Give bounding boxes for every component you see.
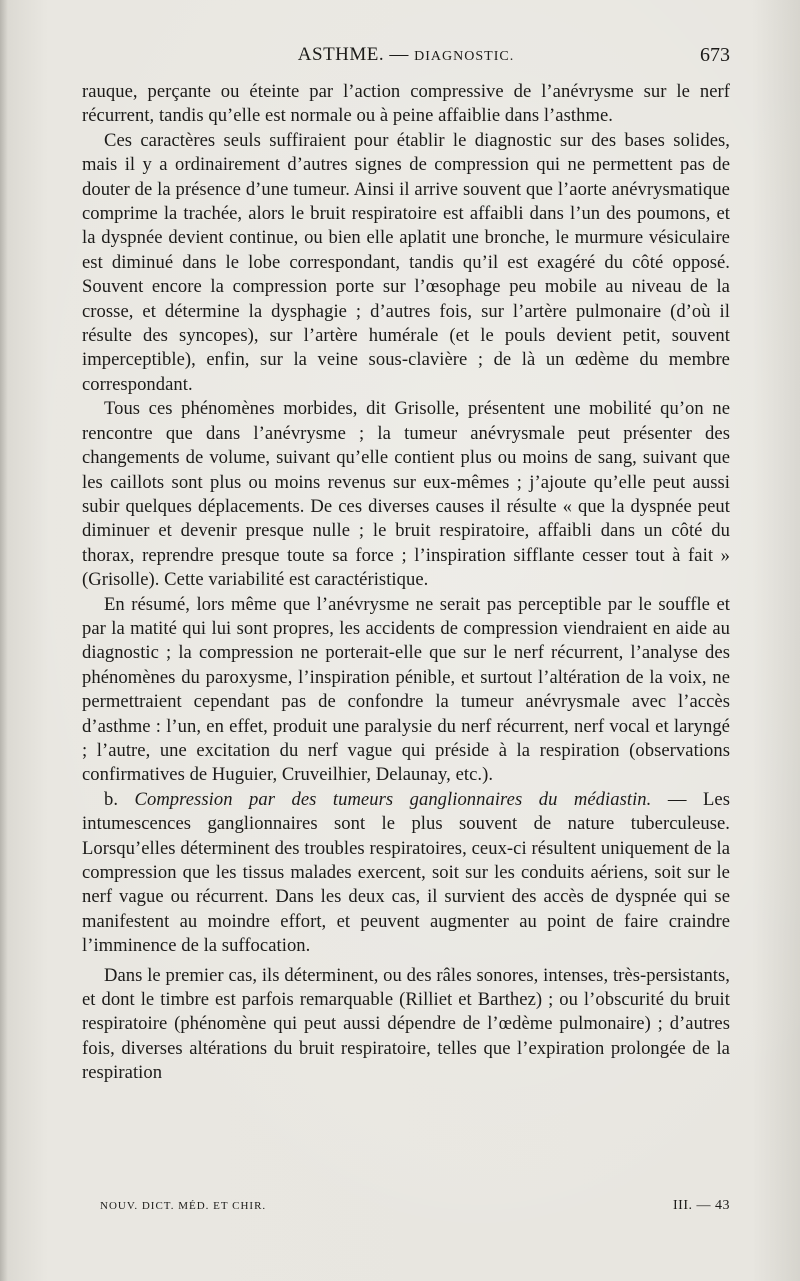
paragraph-5-text: Les intumescences ganglionnaires sont le plus souvent de nature tuberculeuse. Lorsqu’elles déterminent des troubles respiratoires, ceux-ci résultent uniquement de la compression que les tissus malades exercent, soit sur les conduits aériens, soit sur le nerf vague ou récurrent. Dans les deux cas, il survient des accès de dyspnée qui se manifestent au moindre effort, et peuvent augmenter au point de faire craindre l’imminence de la suffocation.	[82, 788, 730, 957]
paragraph-1: rauque, perçante ou éteinte par l’action compressive de l’anévrysme sur le nerf récurrent, tandis qu’elle est normale ou à peine affaiblie dans l’asthme.	[82, 81, 730, 127]
paragraph-5	[82, 788, 730, 959]
paragraph-3: Tous ces phénomènes morbides, dit Grisolle, présentent une mobilité qu’on ne rencontre que dans l’anévrysme ; la tumeur anévrysmale peut présenter des changements de volume, suivant qu’elle contient plus ou moins de sang, suivant que les caillots sont plus ou moins revenus sur eux-mêmes ; j’ajoute qu’elle peut aussi subir quelques déplacements. De ces diverses causes il résulte « que la dyspnée peut diminuer et devenir presque nulle ; le bruit respiratoire, affaibli dans un côté du thorax, reprendre presque toute sa force ; l’inspiration sifflante cesser tout à fait » (Grisolle). Cette variabilité est caractéristique.	[82, 398, 730, 591]
footer-volume: III. — 43	[673, 1198, 730, 1213]
running-title	[82, 44, 730, 66]
section-letter: b.	[104, 788, 119, 810]
running-title-sub: DIAGNOSTIC.	[414, 49, 515, 64]
section-dash: —	[667, 788, 687, 810]
section-heading: Compression par des tumeurs ganglionnaires du médiastin.	[134, 788, 652, 810]
page-number: 673	[700, 44, 730, 66]
footer-signature: NOUV. DICT. MÉD. ET CHIR.	[100, 1200, 267, 1212]
running-head	[82, 44, 730, 72]
page-spine-shadow	[0, 0, 8, 1281]
paragraph-6: Dans le premier cas, ils déterminent, ou des râles sonores, intenses, très-persistants, et dont le timbre est parfois remarquable (Rilliet et Barthez) ; ou l’obscurité du bruit respiratoire (phénomène qui peut aussi dépendre de l’œdème pulmonaire) ; d’autres fois, diverses altérations du bruit respiratoire, telles que l’expiration prolongée de la respiration	[82, 964, 730, 1084]
page-footer	[100, 1198, 730, 1218]
paragraph-4: En résumé, lors même que l’anévrysme ne serait pas perceptible par le souffle et par la matité qui lui sont propres, les accidents de compression viendraient en aide au diagnostic ; la compression ne porterait-elle que sur le nerf récurrent, l’analyse des phénomènes du paroxysme, l’inspiration pénible, et surtout l’altération de la voix, ne permettraient cependant pas de confondre la tumeur anévrysmale avec l’accès d’asthme : l’un, en effet, produit une paralysie du nerf récurrent, nerf vocal et laryngé ; l’autre, une excitation du nerf vague qui préside à la respiration (observations confirmatives de Huguier, Cruveilhier, Delaunay, etc.).	[82, 593, 730, 786]
paragraph-2: Ces caractères seuls suffiraient pour établir le diagnostic sur des bases solides, mais il y a ordinairement d’autres signes de compression qui ne permettent pas de douter de la présence d’une tumeur. Ainsi il arrive souvent que l’aorte anévrysmatique comprime la trachée, alors le bruit respiratoire est affaibli dans l’un des poumons, et la dyspnée devient continue, ou bien elle aplatit une bronche, le murmure vésiculaire est diminué dans le lobe correspondant, tandis qu’il est exagéré du côté opposé. Souvent encore la compression porte sur l’œsophage peu mobile au niveau de la crosse, et détermine la dysphagie ; d’autres fois, sur l’artère pulmonaire (d’où il résulte des syncopes), sur l’artère humérale (et le pouls devient petit, souvent imperceptible), enfin, sur la veine sous-clavière ; de là un œdème du membre correspondant.	[82, 129, 730, 395]
body-text	[82, 80, 730, 1086]
running-title-separator: —	[389, 44, 409, 65]
running-title-main: ASTHME.	[297, 44, 385, 65]
